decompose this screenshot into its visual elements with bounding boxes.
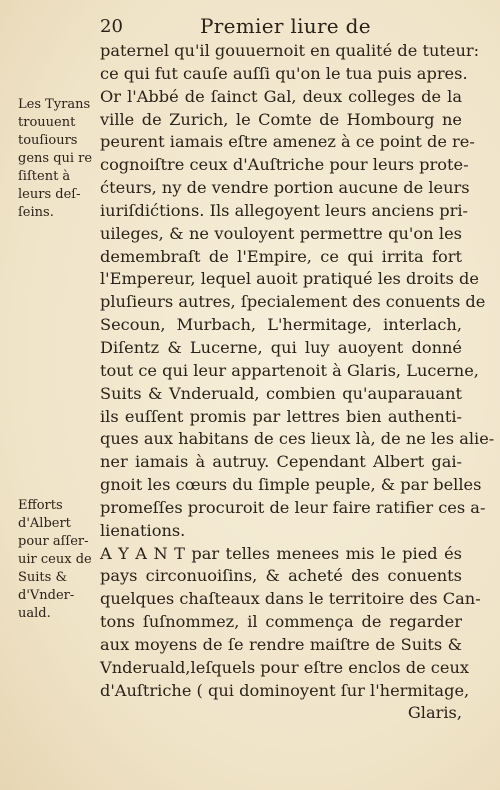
marginal-note-line: ſeins.: [18, 205, 54, 220]
text-line: ce qui fut cauſe auſſi qu'on le tua puis apres.: [100, 63, 468, 83]
main-text-block: [100, 40, 495, 725]
marginal-note-line: Les Tyrans: [18, 97, 91, 112]
text-line: Secoun, Murbach, L'hermitage, interlach,: [100, 315, 462, 335]
marginal-note-line: Suits &: [18, 570, 68, 585]
marginal-note-line: leurs deſ-: [18, 187, 81, 202]
marginal-note-line: Efforts: [18, 498, 63, 513]
marginal-note-line: d'Vnder-: [18, 588, 75, 603]
text-line: A Y A N T par telles menees mis le pied és: [100, 543, 462, 563]
text-line: peurent iamais eſtre amenez à ce point de re-: [100, 132, 475, 152]
marginal-note-line: uir ceux de: [18, 552, 92, 567]
text-line: pays circonuoiſins, & acheté des conuents: [100, 566, 462, 586]
marginal-note-line: d'Albert: [18, 516, 71, 531]
text-line: Vnderuald,leſquels pour eſtre enclos de ceux: [100, 657, 469, 677]
text-line: cognoiſtre ceux d'Auſtriche pour leurs prote-: [100, 155, 469, 175]
marginal-note-line: gens qui re: [18, 151, 93, 166]
marginal-note-line: uald.: [18, 606, 51, 621]
text-line: gnoit les cœurs du ſimple peuple, & par belles: [100, 475, 482, 495]
text-line: l'Empereur, lequel auoit pratiqué les droits de: [100, 269, 479, 289]
marginal-note-line: pour aſſer-: [18, 534, 89, 549]
text-line: aux moyens de ſe rendre maiſtre de Suits &: [100, 634, 462, 654]
text-line: pluſieurs autres, ſpecialement des conuents de: [100, 292, 486, 312]
text-line: iuriſdićtions. Ils allegoyent leurs anciens pri-: [100, 200, 468, 220]
text-line: Suits & Vnderuald, combien qu'auparauant: [100, 383, 462, 403]
text-line: quelques chaſteaux dans le territoire des Can-: [100, 589, 481, 609]
marginal-note: [18, 96, 92, 222]
text-line: ques aux habitans de ces lieux là, de ne les alie-: [100, 429, 495, 449]
text-line: demembraſt de l'Empire, ce qui irrita fort: [100, 246, 462, 266]
marginal-note: [18, 497, 92, 623]
text-line: ils euſſent promis par lettres bien authenti-: [100, 406, 462, 426]
page-number: 20: [100, 16, 123, 37]
text-line: Glaris,: [407, 703, 462, 723]
marginal-note-line: touſiours: [18, 133, 78, 148]
text-line: paternel qu'il gouuernoit en qualité de tuteur:: [100, 41, 480, 60]
marginal-note-line: trouuent: [18, 115, 76, 130]
text-line: ville de Zurich, le Comte de Hombourg ne: [100, 109, 462, 129]
running-title: Premier liure de: [200, 14, 371, 38]
text-line: tout ce qui leur appartenoit à Glaris, Lucerne,: [100, 360, 479, 380]
text-line: Or l'Abbé de ſainct Gal, deux colleges de la: [100, 86, 462, 106]
text-line: uileges, & ne vouloyent permettre qu'on les: [100, 223, 462, 243]
marginal-note-line: ſiſtent à: [18, 169, 71, 184]
text-line: ner iamais à autruy. Cependant Albert gai-: [100, 452, 462, 472]
text-line: lienations.: [100, 520, 186, 540]
text-line: tons ſuſnommez, il commença de regarder: [100, 612, 462, 632]
text-line: Diſentz & Lucerne, qui luy auoyent donné: [100, 337, 462, 357]
page-header: [0, 14, 500, 40]
text-line: d'Auſtriche ( qui dominoyent ſur l'hermitage,: [100, 680, 470, 700]
text-line: ćteurs, ny de vendre portion aucune de leurs: [100, 178, 470, 198]
text-line: promeſſes procuroit de leur faire ratifier ces a-: [100, 497, 486, 517]
